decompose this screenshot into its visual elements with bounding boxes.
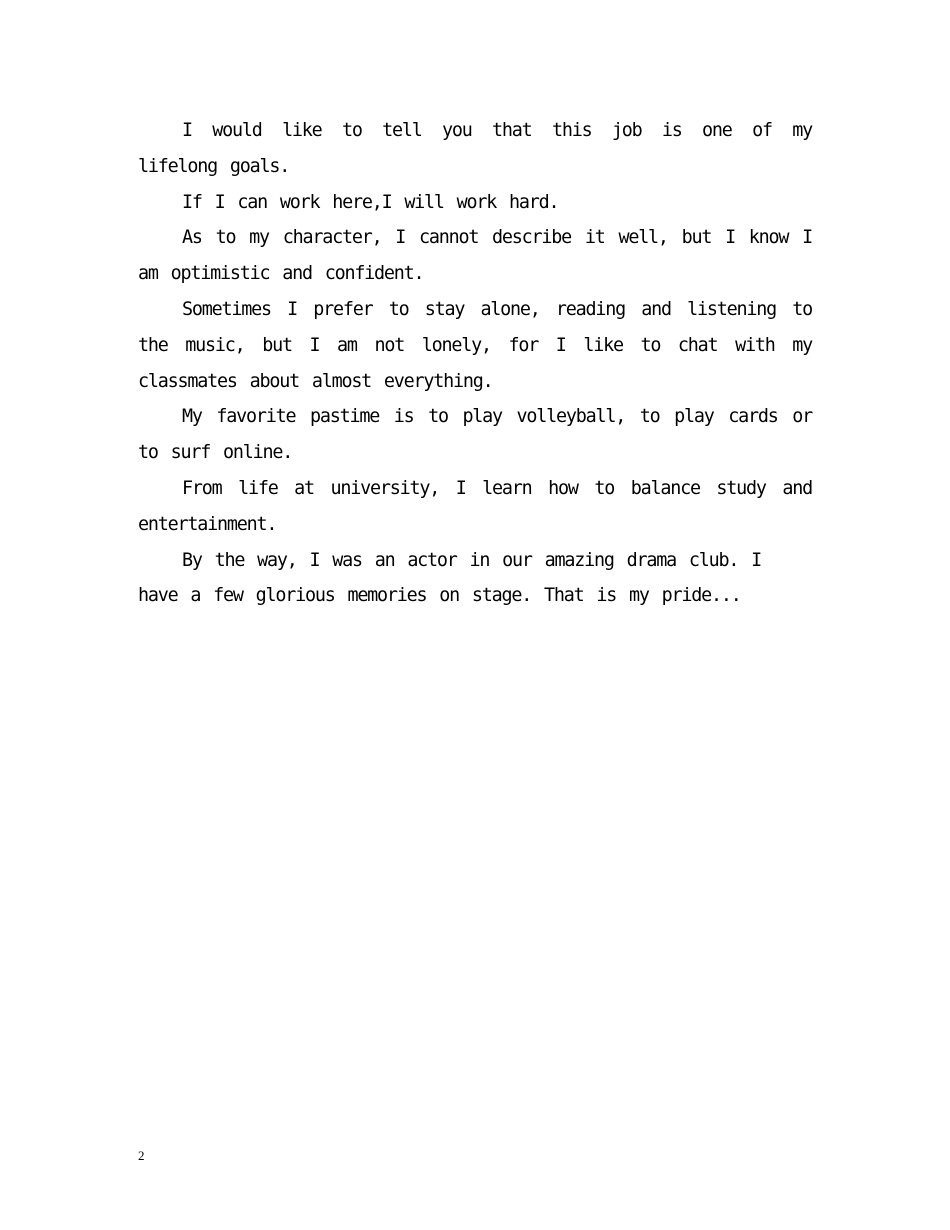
- paragraph-character: As to my character, I cannot describe it well, but I know I am optimistic and confident.: [138, 227, 812, 285]
- paragraph-university-life: From life at university, I learn how to balance study and entertainment.: [138, 477, 812, 535]
- paragraph-lifelong-goals: I would like to tell you that this job is one of my lifelong goals.: [138, 120, 812, 177]
- paragraph-work-hard: If I can work here,I will work hard.: [182, 191, 559, 213]
- paragraph-pastime: My favorite pastime is to play volleyball, to play cards or to surf online.: [138, 406, 812, 464]
- paragraph-drama-club: By the way, I was an actor in our amazing drama club. I have a few glorious memories on stage. That is my pride...: [138, 549, 761, 607]
- document-body: [138, 113, 812, 614]
- paragraph-stay-alone: Sometimes I prefer to stay alone, reading and listening to the music, but I am not lonely, for I like to chat with my classmates about almost everything.: [138, 298, 812, 392]
- page-number: 2: [138, 1148, 145, 1163]
